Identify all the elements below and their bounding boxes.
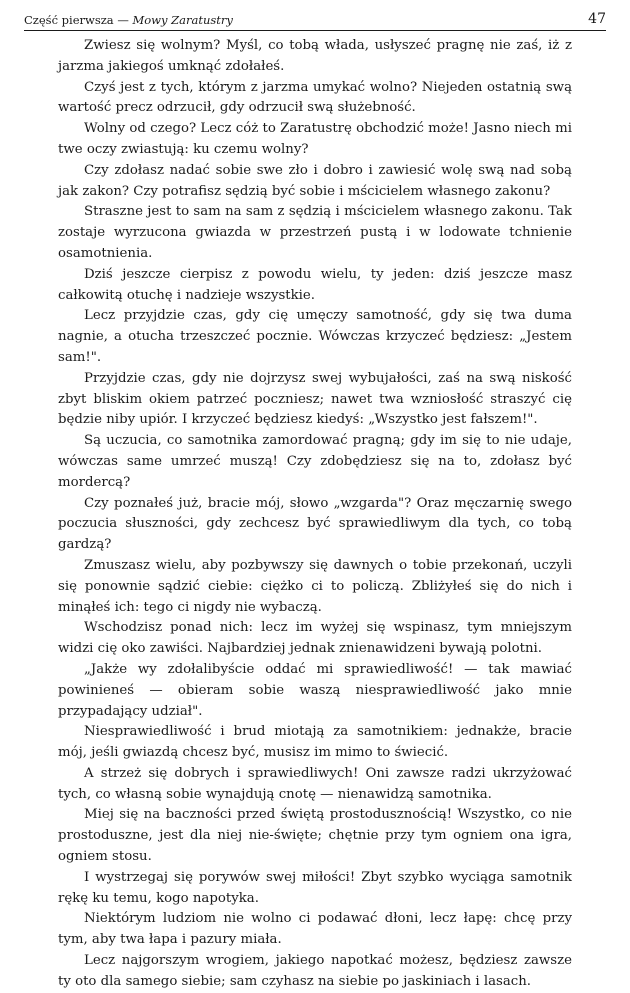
paragraph: A strzeż się dobrych i sprawiedliwych! Oni zawsze radzi ukrzyżować tych, co własną sobie wynajdują cnotę — nienawidzą samotnika. [58,765,572,802]
paragraph: I wystrzegaj się porywów swej miłości! Zbyt szybko wyciąga samotnik rękę ku temu, kogo napotyka. [58,869,572,906]
part-title: Część pierwsza [24,13,114,27]
paragraph: Lecz przyjdzie czas, gdy cię umęczy samotność, gdy się twa duma nagnie, a otucha trzeszczeć pocznie. Wówczas krzyczeć będziesz: „Jestem sam!". [58,308,572,365]
paragraph: Zmuszasz wielu, aby pozbywszy się dawnych o tobie przekonań, uczyli się ponownie sądzić ciebie: ciężko ci to policzą. Zbliżyłeś się do nich i minąłeś ich: tego ci nigdy nie wybaczą. [58,557,572,615]
paragraph: Przyjdzie czas, gdy nie dojrzysz swej wybujałości, zaś na swą niskość zbyt bliskim okiem patrzeć poczniesz; nawet twa wzniosłość straszyć cię będzie niby upiór. I krzyczeć będziesz kiedyś: „Wszystko jest fałszem!". [58,370,572,428]
page-number: 47 [588,11,606,27]
paragraph: Wschodzisz ponad nich: lecz im wyżej się wspinasz, tym mniejszym widzi cię oko zawiści. Najbardziej jednak znienawidzeni bywają polotni. [58,620,572,657]
paragraph: Dziś jeszcze cierpisz z powodu wielu, ty jeden: dziś jeszcze masz całkowitą otuchę i nadzieje wszystkie. [58,266,572,303]
paragraph: Zwiesz się wolnym? Myśl, co tobą włada, usłyszeć pragnę nie zaś, iż z jarzma jakiegoś umknąć zdołałeś. [58,38,572,74]
paragraph: Niektórym ludziom nie wolno ci podawać dłoni, lecz łapę: chcę przy tym, aby twa łapa i pazury miała. [58,911,572,948]
paragraph: Są uczucia, co samotnika zamordować pragną; gdy im się to nie udaje, wówczas same umrzeć muszą! Czy zdobędziesz się na to, zdołasz być mordercą? [58,433,572,490]
paragraph: Niesprawiedliwość i brud miotają za samotnikiem: jednakże, bracie mój, jeśli gwiazdą chcesz być, musisz im mimo to świecić. [58,724,572,761]
paragraph: Czy zdołasz nadać sobie swe zło i dobro i zawiesić wolę swą nad sobą jak zakon? Czy potrafisz sędzią być sobie i mścicielem własnego zakonu? [58,162,572,199]
paragraph: Miej się na baczności przed świętą prostodusznością! Wszystko, co nie prostoduszne, jest dla niej nie-święte; chętnie przy tym ogniem ona igra, ogniem stosu. [58,807,572,865]
paragraph: „Jakże wy zdołalibyście oddać mi sprawiedliwość! — tak mawiać powinieneś — obieram sobie waszą niesprawiedliwość jako mnie przypadający udział". [58,661,572,719]
paragraph: Czyś jest z tych, którym z jarzma umykać wolno? Niejeden ostatnią swą wartość precz odrzucił, gdy odrzucił swą służebność. [58,79,572,116]
body-text [58,36,572,993]
paragraph: Straszne jest to sam na sam z sędzią i mścicielem własnego zakonu. Tak zostaje wyrzucona gwiazda w przestrzeń pustą i w lodowate tchnienie osamotnienia. [58,204,572,261]
paragraph: Czy poznałeś już, bracie mój, słowo „wzgarda"? Oraz męczarnię swego poczucia słuszności, gdy zechcesz być sprawiedliwym dla tych, co tobą gardzą? [58,495,572,553]
running-head [24,8,606,31]
running-head-title [24,12,233,28]
paragraph: Wolny od czego? Lecz cóż to Zaratustrę obchodzić może! Jasno niech mi twe oczy zwiastują: ku czemu wolny? [58,121,572,157]
title-separator: — [113,13,133,27]
book-title: Mowy Zaratustry [132,13,233,27]
paragraph: Lecz najgorszym wrogiem, jakiego napotkać możesz, będziesz zawsze ty oto dla samego siebie; sam czyhasz na siebie po jaskiniach i lasach. [58,953,572,989]
